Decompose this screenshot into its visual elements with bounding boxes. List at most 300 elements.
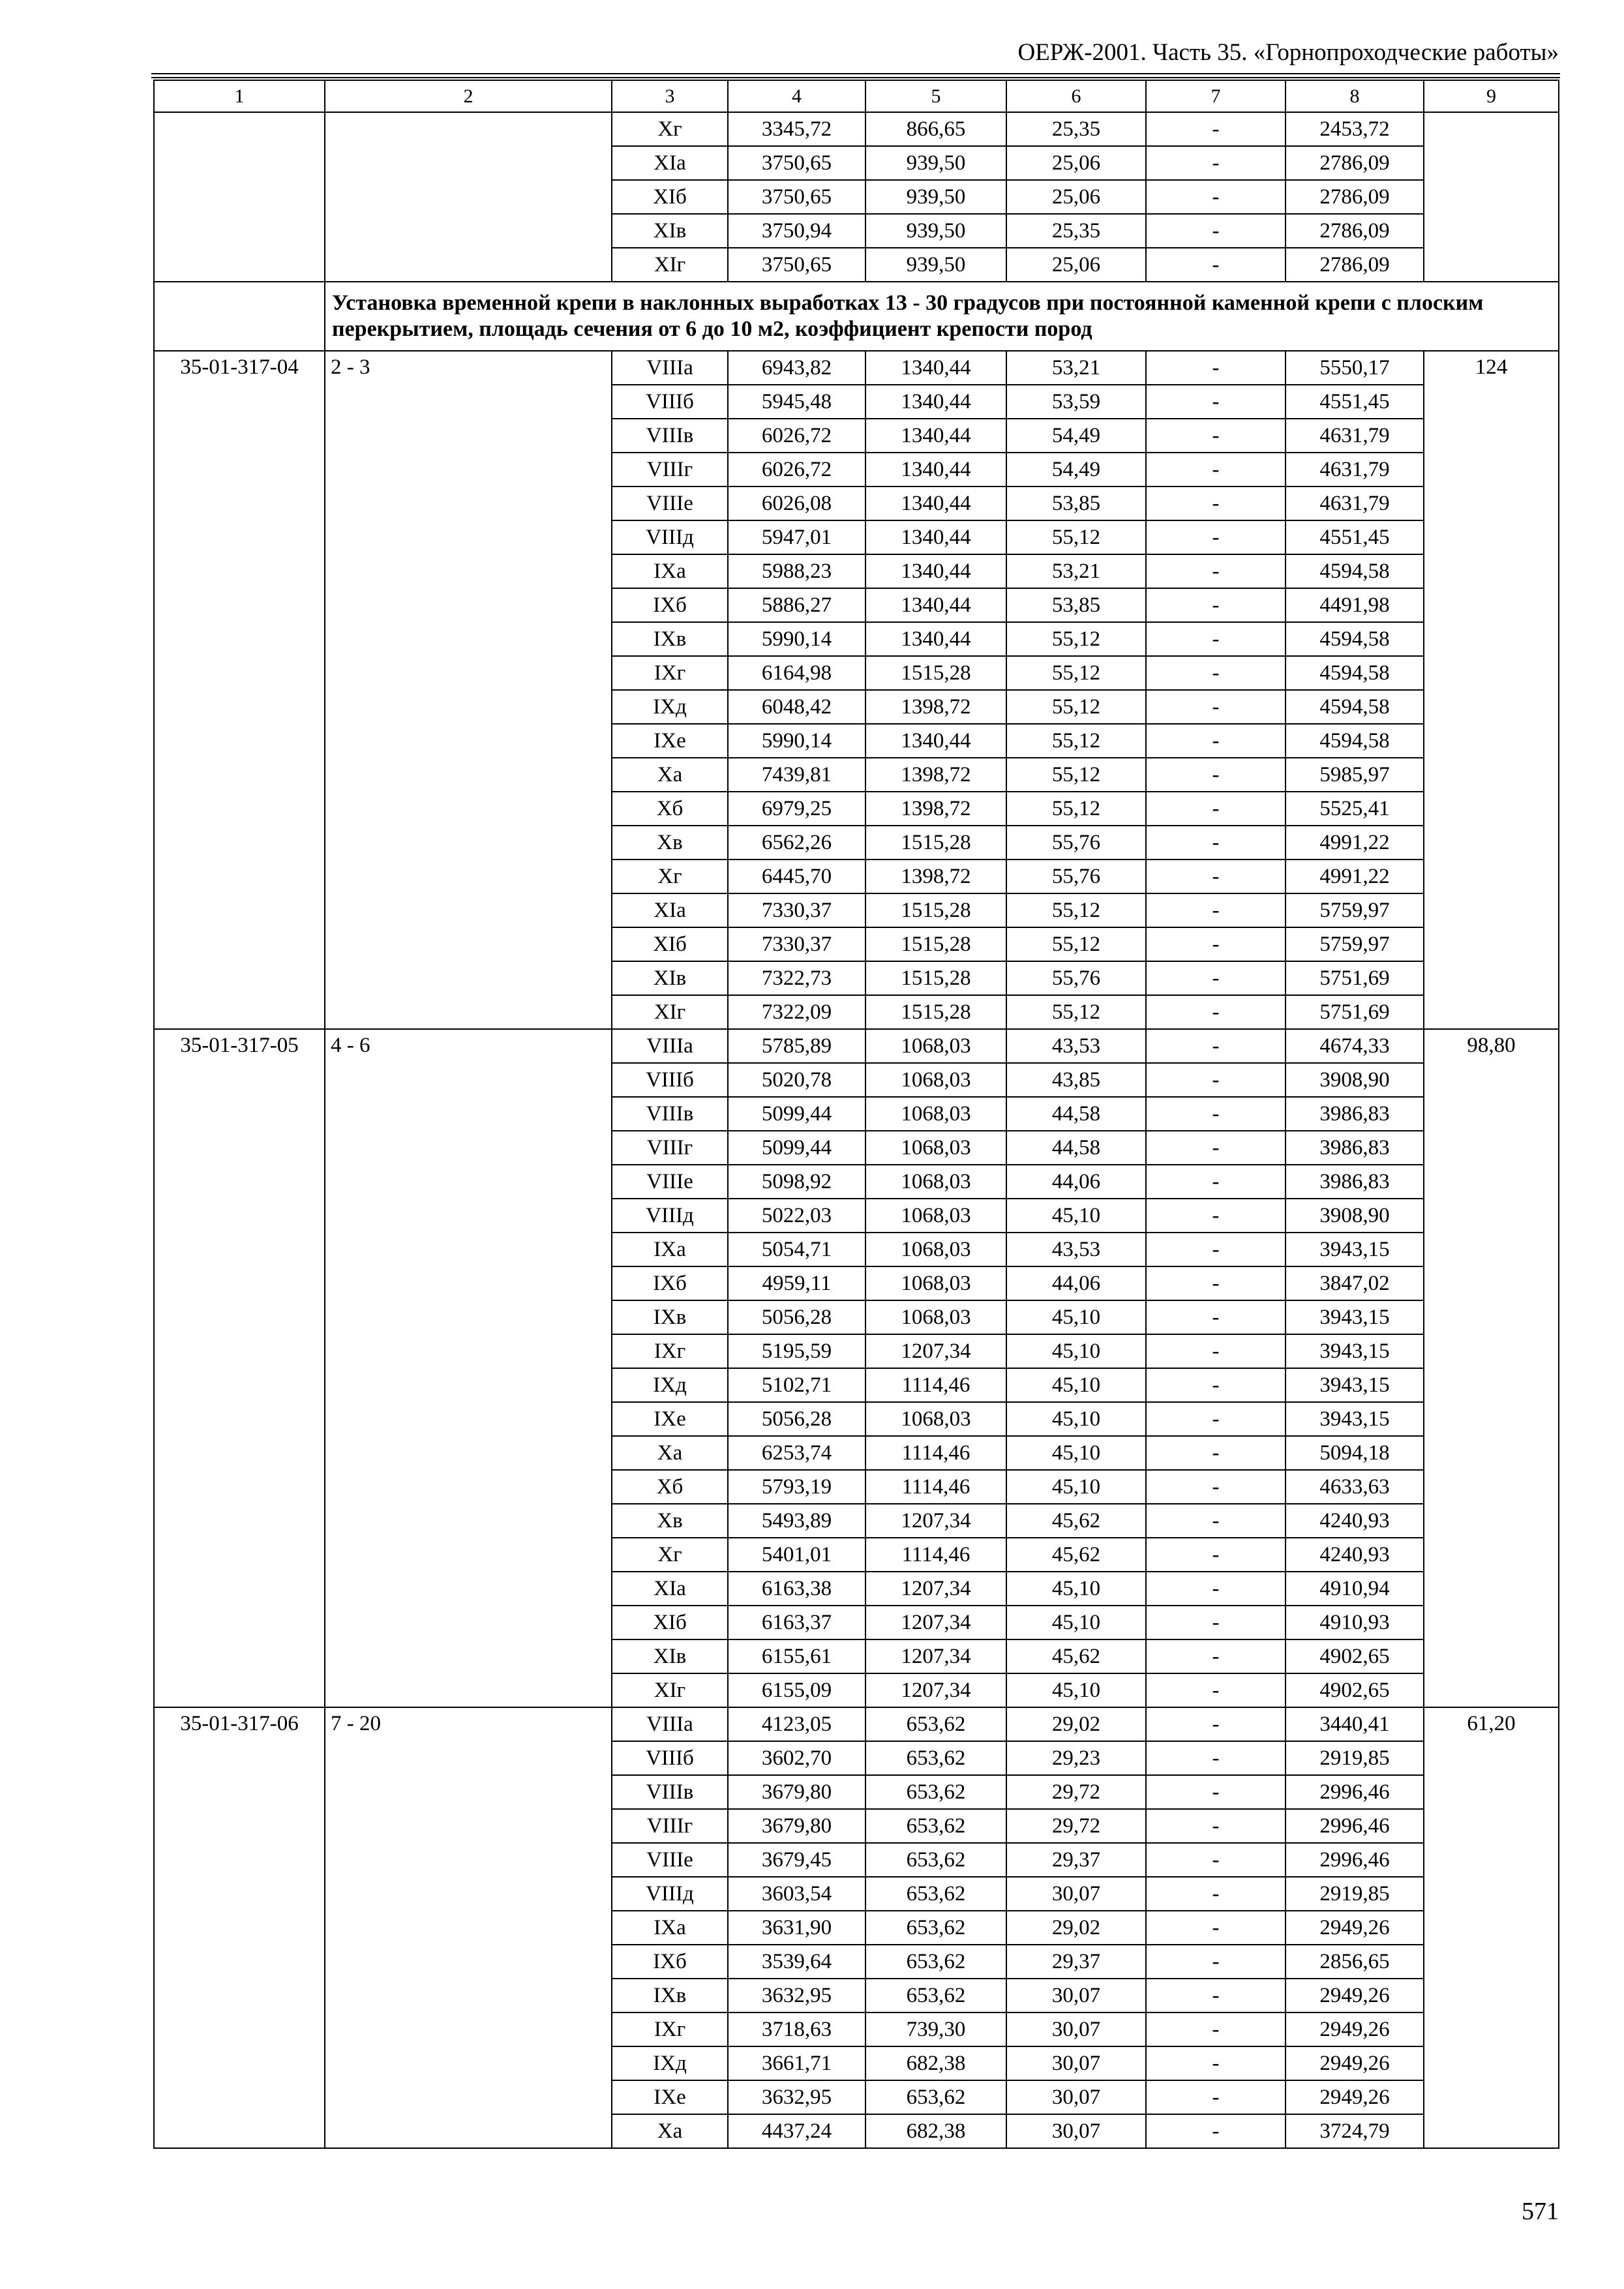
total-cost-cell: 3679,45: [728, 1843, 865, 1877]
labor-wages-cell: 653,62: [865, 1741, 1006, 1775]
driver-wages-cell: -: [1146, 520, 1286, 554]
labor-wages-cell: 1398,72: [865, 860, 1006, 893]
machine-operation-cell: 44,58: [1006, 1097, 1146, 1131]
driver-wages-cell: -: [1146, 1436, 1286, 1470]
resource-class-cell: VIIIд: [612, 1199, 728, 1233]
materials-cost-cell: 4631,79: [1286, 453, 1424, 486]
column-number: 9: [1424, 80, 1559, 112]
driver-wages-cell: -: [1146, 1979, 1286, 2012]
machine-operation-cell: 45,10: [1006, 1673, 1146, 1707]
driver-wages-cell: -: [1146, 893, 1286, 927]
resource-class-cell: Xв: [612, 1504, 728, 1538]
total-cost-cell: 6026,08: [728, 486, 865, 520]
resource-class-cell: VIIIа: [612, 1707, 728, 1741]
resource-class-cell: Xг: [612, 112, 728, 146]
driver-wages-cell: -: [1146, 146, 1286, 180]
table-row: [154, 351, 1559, 385]
labor-wages-cell: 1515,28: [865, 995, 1006, 1029]
machine-operation-cell: 55,76: [1006, 826, 1146, 860]
driver-wages-cell: -: [1146, 1504, 1286, 1538]
materials-cost-cell: 2949,26: [1286, 2012, 1424, 2046]
driver-wages-cell: -: [1146, 1131, 1286, 1165]
labor-wages-cell: 1068,03: [865, 1233, 1006, 1266]
machine-operation-cell: 53,85: [1006, 486, 1146, 520]
total-cost-cell: 5020,78: [728, 1063, 865, 1097]
materials-cost-cell: 4240,93: [1286, 1538, 1424, 1572]
driver-wages-cell: -: [1146, 588, 1286, 622]
machine-operation-cell: 55,12: [1006, 927, 1146, 961]
machine-operation-cell: 29,02: [1006, 1911, 1146, 1945]
driver-wages-cell: -: [1146, 758, 1286, 792]
rock-strength-range: 2 - 3: [325, 351, 612, 1029]
materials-cost-cell: 3943,15: [1286, 1334, 1424, 1368]
labor-wages-cell: 1340,44: [865, 724, 1006, 758]
driver-wages-cell: -: [1146, 1572, 1286, 1606]
labor-wages-cell: 1340,44: [865, 622, 1006, 656]
labor-wages-cell: 1207,34: [865, 1572, 1006, 1606]
machine-operation-cell: 45,10: [1006, 1199, 1146, 1233]
labor-wages-cell: 1068,03: [865, 1029, 1006, 1063]
labor-wages-cell: 1114,46: [865, 1368, 1006, 1402]
machine-operation-cell: 44,06: [1006, 1266, 1146, 1300]
rate-code: 35-01-317-05: [154, 1029, 325, 1707]
machine-operation-cell: 55,12: [1006, 656, 1146, 690]
driver-wages-cell: -: [1146, 486, 1286, 520]
materials-cost-cell: 2949,26: [1286, 2046, 1424, 2080]
materials-cost-cell: 4910,93: [1286, 1606, 1424, 1639]
total-cost-cell: 3345,72: [728, 112, 865, 146]
materials-cost-cell: 4551,45: [1286, 520, 1424, 554]
machine-operation-cell: 54,49: [1006, 453, 1146, 486]
driver-wages-cell: -: [1146, 961, 1286, 995]
materials-cost-cell: 5525,41: [1286, 792, 1424, 826]
resource-class-cell: VIIIв: [612, 1775, 728, 1809]
driver-wages-cell: -: [1146, 995, 1286, 1029]
machine-operation-cell: 55,12: [1006, 893, 1146, 927]
driver-wages-cell: -: [1146, 2046, 1286, 2080]
total-cost-cell: 5054,71: [728, 1233, 865, 1266]
materials-cost-cell: 4594,58: [1286, 690, 1424, 724]
driver-wages-cell: -: [1146, 1945, 1286, 1979]
resource-class-cell: VIIIд: [612, 520, 728, 554]
total-cost-cell: 5098,92: [728, 1165, 865, 1199]
resource-class-cell: VIIIг: [612, 1809, 728, 1843]
total-cost-cell: 5793,19: [728, 1470, 865, 1504]
materials-cost-cell: 5550,17: [1286, 351, 1424, 385]
driver-wages-cell: -: [1146, 2114, 1286, 2148]
materials-cost-cell: 3943,15: [1286, 1233, 1424, 1266]
materials-cost-cell: 2786,09: [1286, 180, 1424, 214]
driver-wages-cell: -: [1146, 1538, 1286, 1572]
total-cost-cell: 5056,28: [728, 1402, 865, 1436]
resource-class-cell: IXа: [612, 554, 728, 588]
machine-operation-cell: 30,07: [1006, 2114, 1146, 2148]
materials-cost-cell: 4902,65: [1286, 1639, 1424, 1673]
rock-strength-range: 4 - 6: [325, 1029, 612, 1707]
materials-cost-cell: 2786,09: [1286, 214, 1424, 248]
section-title: Установка временной крепи в наклонных выработках 13 - 30 градусов при постоянной каменной крепи с плоским перекрытием, площадь сечения от 6 до 10 м2, коэффициент крепости пород: [325, 282, 1559, 351]
total-cost-cell: 6155,09: [728, 1673, 865, 1707]
labor-wages-cell: 1340,44: [865, 419, 1006, 453]
materials-cost-cell: 3943,15: [1286, 1402, 1424, 1436]
resource-class-cell: VIIIд: [612, 1877, 728, 1911]
resource-class-cell: XIа: [612, 893, 728, 927]
total-cost-cell: 3679,80: [728, 1775, 865, 1809]
labor-wages-cell: 1340,44: [865, 520, 1006, 554]
labor-wages-cell: 653,62: [865, 1877, 1006, 1911]
machine-operation-cell: 25,35: [1006, 112, 1146, 146]
resource-class-cell: XIб: [612, 180, 728, 214]
resource-class-cell: VIIIб: [612, 1063, 728, 1097]
total-cost-cell: 3602,70: [728, 1741, 865, 1775]
machine-operation-cell: 45,10: [1006, 1470, 1146, 1504]
header-rule-double: [151, 77, 1560, 78]
driver-wages-cell: -: [1146, 419, 1286, 453]
labor-wages-cell: 1515,28: [865, 961, 1006, 995]
materials-cost-cell: 3908,90: [1286, 1063, 1424, 1097]
resource-class-cell: IXв: [612, 1979, 728, 2012]
labor-wages-cell: 1340,44: [865, 588, 1006, 622]
driver-wages-cell: -: [1146, 351, 1286, 385]
machine-operation-cell: 55,12: [1006, 690, 1146, 724]
table-row: [154, 1707, 1559, 1741]
labor-wages-cell: 1114,46: [865, 1436, 1006, 1470]
total-cost-cell: 6445,70: [728, 860, 865, 893]
resource-class-cell: XIа: [612, 1572, 728, 1606]
materials-cost-cell: 4594,58: [1286, 724, 1424, 758]
total-cost-cell: 6943,82: [728, 351, 865, 385]
labor-wages-cell: 1515,28: [865, 826, 1006, 860]
labor-wages-cell: 1207,34: [865, 1334, 1006, 1368]
materials-cost-cell: 2453,72: [1286, 112, 1424, 146]
materials-cost-cell: 4991,22: [1286, 826, 1424, 860]
resource-class-cell: IXг: [612, 2012, 728, 2046]
section-title-row: [154, 282, 1559, 351]
materials-cost-cell: 4991,22: [1286, 860, 1424, 893]
driver-wages-cell: -: [1146, 1470, 1286, 1504]
resource-class-cell: XIг: [612, 1673, 728, 1707]
total-cost-cell: 7330,37: [728, 893, 865, 927]
resource-class-cell: IXв: [612, 1300, 728, 1334]
labor-wages-cell: 653,62: [865, 1809, 1006, 1843]
materials-cost-cell: 2856,65: [1286, 1945, 1424, 1979]
materials-cost-cell: 2949,26: [1286, 1911, 1424, 1945]
labor-wages-cell: 1207,34: [865, 1504, 1006, 1538]
labor-wages-cell: 939,50: [865, 214, 1006, 248]
machine-operation-cell: 25,06: [1006, 180, 1146, 214]
materials-cost-cell: 3724,79: [1286, 2114, 1424, 2148]
driver-wages-cell: -: [1146, 1741, 1286, 1775]
machine-operation-cell: 29,72: [1006, 1809, 1146, 1843]
resource-class-cell: VIIIб: [612, 1741, 728, 1775]
materials-cost-cell: 2996,46: [1286, 1775, 1424, 1809]
labor-wages-cell: 653,62: [865, 1707, 1006, 1741]
labor-wages-cell: 1068,03: [865, 1131, 1006, 1165]
machine-operation-cell: 45,10: [1006, 1334, 1146, 1368]
driver-wages-cell: -: [1146, 1266, 1286, 1300]
labor-wages-cell: 1068,03: [865, 1097, 1006, 1131]
resource-class-cell: Xв: [612, 826, 728, 860]
range-cell-empty: [325, 112, 612, 282]
resource-class-cell: Xг: [612, 1538, 728, 1572]
labor-wages-cell: 1068,03: [865, 1402, 1006, 1436]
resource-class-cell: Xа: [612, 2114, 728, 2148]
total-cost-cell: 6026,72: [728, 419, 865, 453]
column-number: 3: [612, 80, 728, 112]
resource-class-cell: IXб: [612, 1266, 728, 1300]
column-number: 4: [728, 80, 865, 112]
column-number-row: [154, 80, 1559, 112]
resource-class-cell: IXа: [612, 1911, 728, 1945]
machine-operation-cell: 53,21: [1006, 554, 1146, 588]
labor-wages-cell: 653,62: [865, 1775, 1006, 1809]
total-cost-cell: 4123,05: [728, 1707, 865, 1741]
code-cell-empty: [154, 112, 325, 282]
labor-wages-cell: 1068,03: [865, 1165, 1006, 1199]
total-cost-cell: 6026,72: [728, 453, 865, 486]
resource-class-cell: VIIIв: [612, 1097, 728, 1131]
driver-wages-cell: -: [1146, 1300, 1286, 1334]
materials-cost-cell: 4902,65: [1286, 1673, 1424, 1707]
total-cost-cell: 3750,65: [728, 180, 865, 214]
driver-wages-cell: -: [1146, 622, 1286, 656]
driver-wages-cell: -: [1146, 1877, 1286, 1911]
driver-wages-cell: -: [1146, 1843, 1286, 1877]
resource-class-cell: IXб: [612, 1945, 728, 1979]
rate-code: 35-01-317-06: [154, 1707, 325, 2148]
materials-cost-cell: 2786,09: [1286, 248, 1424, 282]
labor-wages-cell: 653,62: [865, 2080, 1006, 2114]
machine-operation-cell: 29,37: [1006, 1945, 1146, 1979]
materials-cost-cell: 4594,58: [1286, 622, 1424, 656]
materials-cost-cell: 2786,09: [1286, 146, 1424, 180]
total-cost-cell: 6163,38: [728, 1572, 865, 1606]
materials-cost-cell: 5751,69: [1286, 961, 1424, 995]
total-cost-cell: 7322,73: [728, 961, 865, 995]
driver-wages-cell: -: [1146, 1334, 1286, 1368]
machine-operation-cell: 29,02: [1006, 1707, 1146, 1741]
column-number: 6: [1006, 80, 1146, 112]
driver-wages-cell: -: [1146, 1639, 1286, 1673]
resource-class-cell: VIIIб: [612, 385, 728, 419]
total-cost-cell: 5056,28: [728, 1300, 865, 1334]
resource-class-cell: IXг: [612, 656, 728, 690]
machine-operation-cell: 55,12: [1006, 758, 1146, 792]
driver-wages-cell: -: [1146, 2080, 1286, 2114]
driver-wages-cell: -: [1146, 1097, 1286, 1131]
total-cost-cell: 6164,98: [728, 656, 865, 690]
machine-operation-cell: 30,07: [1006, 2080, 1146, 2114]
header-rule: [151, 73, 1560, 74]
machine-operation-cell: 44,58: [1006, 1131, 1146, 1165]
price-cell-empty: [1424, 112, 1559, 282]
resource-class-cell: Xа: [612, 758, 728, 792]
driver-wages-cell: -: [1146, 1707, 1286, 1741]
labor-wages-cell: 1398,72: [865, 690, 1006, 724]
materials-cost-cell: 2996,46: [1286, 1809, 1424, 1843]
resource-class-cell: Xб: [612, 1470, 728, 1504]
labor-wages-cell: 1515,28: [865, 656, 1006, 690]
labor-wages-cell: 653,62: [865, 1843, 1006, 1877]
total-cost-cell: 5493,89: [728, 1504, 865, 1538]
resource-class-cell: IXа: [612, 1233, 728, 1266]
machine-operation-cell: 30,07: [1006, 1877, 1146, 1911]
materials-cost-cell: 3986,83: [1286, 1165, 1424, 1199]
table-row: [154, 1029, 1559, 1063]
machine-operation-cell: 55,12: [1006, 622, 1146, 656]
driver-wages-cell: -: [1146, 248, 1286, 282]
machine-operation-cell: 45,62: [1006, 1504, 1146, 1538]
driver-wages-cell: -: [1146, 1606, 1286, 1639]
unit-price: 61,20: [1424, 1707, 1559, 2148]
resource-class-cell: VIIIв: [612, 419, 728, 453]
total-cost-cell: 6155,61: [728, 1639, 865, 1673]
driver-wages-cell: -: [1146, 1029, 1286, 1063]
machine-operation-cell: 55,12: [1006, 724, 1146, 758]
machine-operation-cell: 54,49: [1006, 419, 1146, 453]
machine-operation-cell: 45,10: [1006, 1368, 1146, 1402]
labor-wages-cell: 653,62: [865, 1911, 1006, 1945]
resource-class-cell: IXб: [612, 588, 728, 622]
column-number: 5: [865, 80, 1006, 112]
driver-wages-cell: -: [1146, 927, 1286, 961]
page-number: 571: [1522, 2198, 1559, 2225]
total-cost-cell: 3603,54: [728, 1877, 865, 1911]
machine-operation-cell: 55,76: [1006, 961, 1146, 995]
driver-wages-cell: -: [1146, 385, 1286, 419]
total-cost-cell: 5988,23: [728, 554, 865, 588]
labor-wages-cell: 1068,03: [865, 1199, 1006, 1233]
materials-cost-cell: 5759,97: [1286, 927, 1424, 961]
resource-class-cell: IXг: [612, 1334, 728, 1368]
resource-class-cell: VIIIе: [612, 1843, 728, 1877]
total-cost-cell: 5099,44: [728, 1097, 865, 1131]
driver-wages-cell: -: [1146, 453, 1286, 486]
resource-class-cell: XIа: [612, 146, 728, 180]
resource-class-cell: Xа: [612, 1436, 728, 1470]
resource-class-cell: IXе: [612, 2080, 728, 2114]
machine-operation-cell: 45,62: [1006, 1639, 1146, 1673]
driver-wages-cell: -: [1146, 180, 1286, 214]
materials-cost-cell: 3440,41: [1286, 1707, 1424, 1741]
labor-wages-cell: 1114,46: [865, 1538, 1006, 1572]
materials-cost-cell: 4674,33: [1286, 1029, 1424, 1063]
machine-operation-cell: 43,85: [1006, 1063, 1146, 1097]
total-cost-cell: 3539,64: [728, 1945, 865, 1979]
driver-wages-cell: -: [1146, 1911, 1286, 1945]
section-code-empty: [154, 282, 325, 351]
resource-class-cell: IXд: [612, 2046, 728, 2080]
materials-cost-cell: 3986,83: [1286, 1097, 1424, 1131]
labor-wages-cell: 1068,03: [865, 1300, 1006, 1334]
machine-operation-cell: 53,21: [1006, 351, 1146, 385]
driver-wages-cell: -: [1146, 1199, 1286, 1233]
total-cost-cell: 3750,65: [728, 248, 865, 282]
labor-wages-cell: 1068,03: [865, 1063, 1006, 1097]
machine-operation-cell: 29,72: [1006, 1775, 1146, 1809]
driver-wages-cell: -: [1146, 1775, 1286, 1809]
machine-operation-cell: 45,10: [1006, 1300, 1146, 1334]
driver-wages-cell: -: [1146, 1368, 1286, 1402]
machine-operation-cell: 25,35: [1006, 214, 1146, 248]
labor-wages-cell: 939,50: [865, 180, 1006, 214]
total-cost-cell: 3661,71: [728, 2046, 865, 2080]
materials-cost-cell: 4551,45: [1286, 385, 1424, 419]
labor-wages-cell: 939,50: [865, 146, 1006, 180]
rates-table: [153, 80, 1559, 2149]
resource-class-cell: IXе: [612, 1402, 728, 1436]
materials-cost-cell: 2919,85: [1286, 1741, 1424, 1775]
total-cost-cell: 5195,59: [728, 1334, 865, 1368]
resource-class-cell: VIIIа: [612, 351, 728, 385]
driver-wages-cell: -: [1146, 690, 1286, 724]
driver-wages-cell: -: [1146, 656, 1286, 690]
materials-cost-cell: 4631,79: [1286, 486, 1424, 520]
total-cost-cell: 5022,03: [728, 1199, 865, 1233]
resource-class-cell: Xб: [612, 792, 728, 826]
resource-class-cell: VIIIе: [612, 1165, 728, 1199]
resource-class-cell: XIв: [612, 961, 728, 995]
total-cost-cell: 3632,95: [728, 1979, 865, 2012]
labor-wages-cell: 739,30: [865, 2012, 1006, 2046]
column-number: 7: [1146, 80, 1286, 112]
machine-operation-cell: 29,23: [1006, 1741, 1146, 1775]
machine-operation-cell: 45,62: [1006, 1538, 1146, 1572]
labor-wages-cell: 1207,34: [865, 1639, 1006, 1673]
materials-cost-cell: 3943,15: [1286, 1300, 1424, 1334]
resource-class-cell: VIIIе: [612, 486, 728, 520]
machine-operation-cell: 43,53: [1006, 1233, 1146, 1266]
labor-wages-cell: 866,65: [865, 112, 1006, 146]
labor-wages-cell: 653,62: [865, 1979, 1006, 2012]
total-cost-cell: 6562,26: [728, 826, 865, 860]
driver-wages-cell: -: [1146, 826, 1286, 860]
driver-wages-cell: -: [1146, 1063, 1286, 1097]
resource-class-cell: IXе: [612, 724, 728, 758]
rate-code: 35-01-317-04: [154, 351, 325, 1029]
driver-wages-cell: -: [1146, 860, 1286, 893]
machine-operation-cell: 29,37: [1006, 1843, 1146, 1877]
total-cost-cell: 5945,48: [728, 385, 865, 419]
driver-wages-cell: -: [1146, 724, 1286, 758]
column-number: 1: [154, 80, 325, 112]
total-cost-cell: 7322,09: [728, 995, 865, 1029]
labor-wages-cell: 1398,72: [865, 792, 1006, 826]
total-cost-cell: 5947,01: [728, 520, 865, 554]
table-row: [154, 112, 1559, 146]
labor-wages-cell: 1340,44: [865, 385, 1006, 419]
materials-cost-cell: 5759,97: [1286, 893, 1424, 927]
materials-cost-cell: 3943,15: [1286, 1368, 1424, 1402]
total-cost-cell: 5990,14: [728, 724, 865, 758]
machine-operation-cell: 25,06: [1006, 248, 1146, 282]
unit-price: 98,80: [1424, 1029, 1559, 1707]
labor-wages-cell: 1515,28: [865, 927, 1006, 961]
rock-strength-range: 7 - 20: [325, 1707, 612, 2148]
labor-wages-cell: 653,62: [865, 1945, 1006, 1979]
labor-wages-cell: 1398,72: [865, 758, 1006, 792]
rates-table-body: [154, 80, 1559, 2148]
driver-wages-cell: -: [1146, 1165, 1286, 1199]
resource-class-cell: IXд: [612, 690, 728, 724]
total-cost-cell: 5102,71: [728, 1368, 865, 1402]
resource-class-cell: XIв: [612, 214, 728, 248]
resource-class-cell: XIв: [612, 1639, 728, 1673]
resource-class-cell: Xг: [612, 860, 728, 893]
total-cost-cell: 3718,63: [728, 2012, 865, 2046]
total-cost-cell: 3632,95: [728, 2080, 865, 2114]
materials-cost-cell: 4910,94: [1286, 1572, 1424, 1606]
